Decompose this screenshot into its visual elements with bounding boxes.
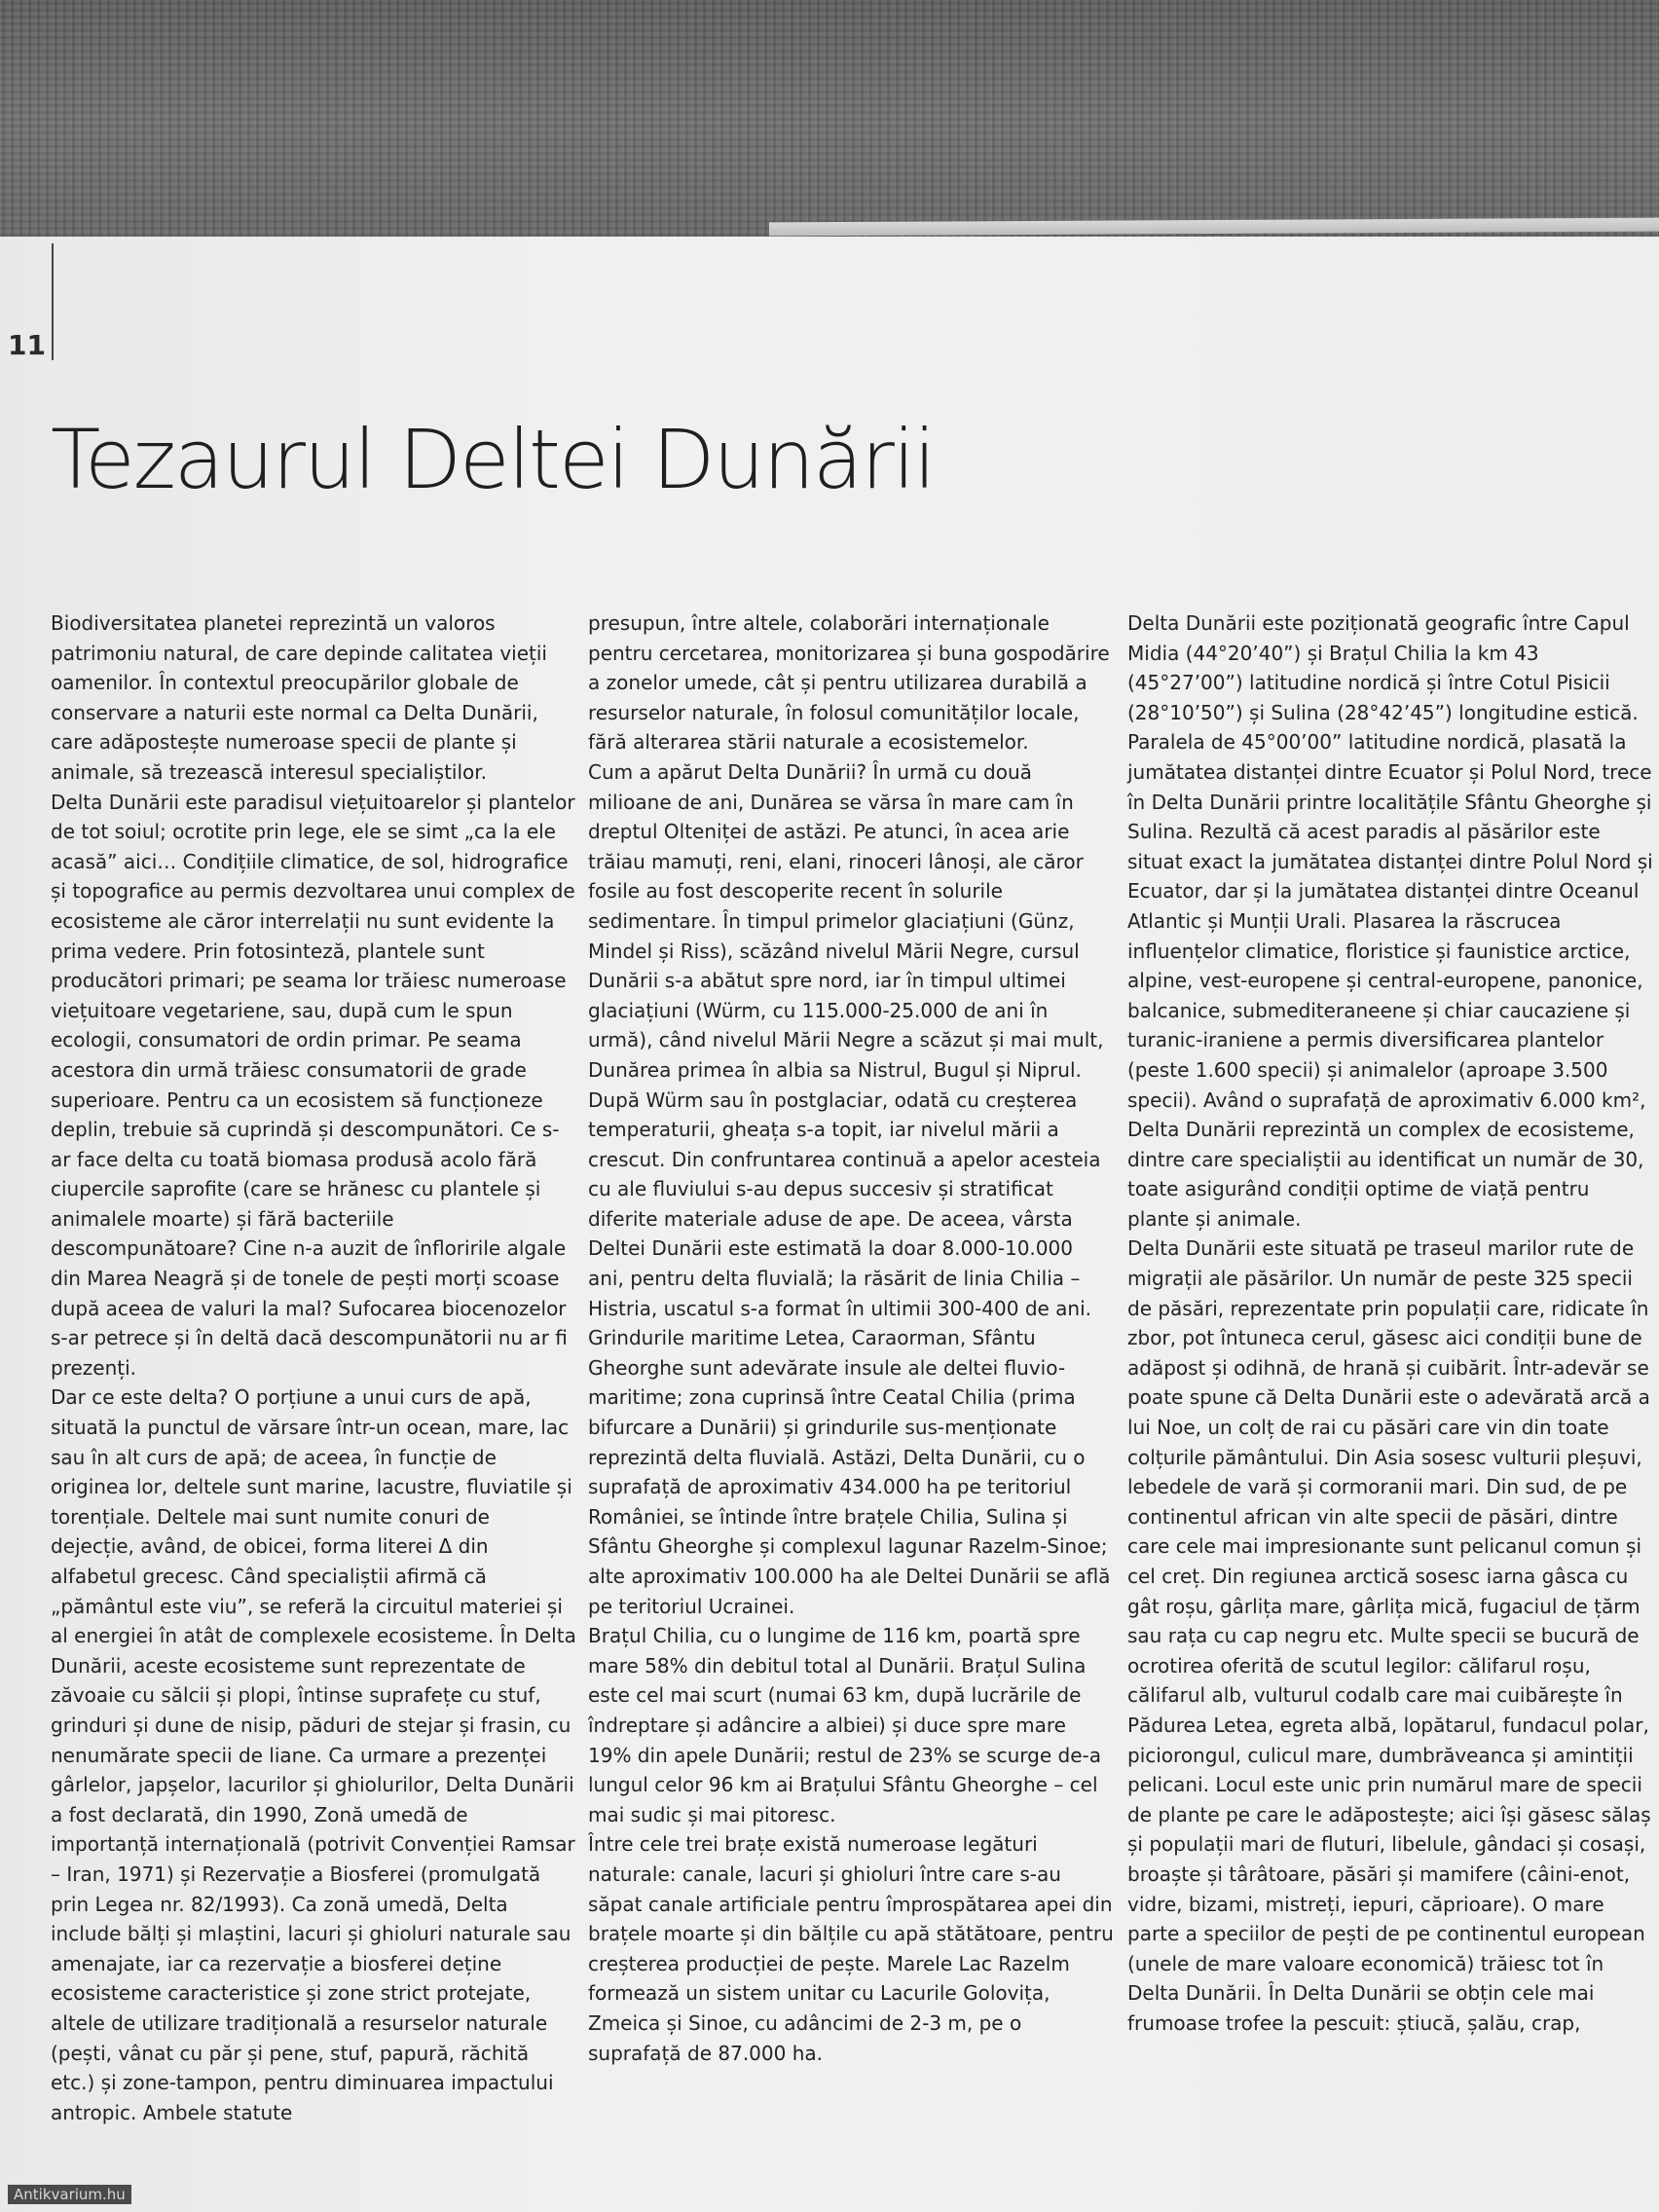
- paragraph: Delta Dunării este paradisul viețuitoarelor și plantelor de tot soiul; ocrotite prin lege, ele se simt „ca la ele acasă” aici… Condițiile climatice, de sol, hidrografice și topografice au permis dezvoltarea unui complex de ecosisteme ale căror interrelații nu sunt evidente la prima vedere. Prin fotosinteză, plantele sunt producători primari; pe seama lor trăiesc numeroase viețuitoare vegetariene, sau, după cum le spun ecologii, consumatori de ordin primar. Pe seama acestora din urmă trăiesc consumatorii de grade superioare. Pentru ca un ecosistem să funcționeze deplin, trebuie să cuprindă și descompunători. Ce s-ar face delta cu toată biomasa produsă acolo fără ciupercile saprofite (care se hrănesc cu plantele și animalele moarte) și fără bacteriile descompunătoare? Cine n-a auzit de înfloririle algale din Marea Neagră și de tonele de pești morți scoase după aceea de valuri la mal? Sufocarea biocenozelor s-ar petrece și în deltă dacă descompunătorii nu ar fi prezenți.: [51, 790, 575, 1380]
- paragraph: Delta Dunării este situată pe traseul marilor rute de migrații ale păsărilor. Un număr de peste 325 specii de păsări, reprezentate prin populații care, ridicate în zbor, pot întuneca cerul, găsesc aici condiții bune de adăpost și odihnă, de hrană și cuibărit. Într-adevăr se poate spune că Delta Dunării este o adevărată arcă a lui Noe, un colț de rai cu păsări care vin din toate colțurile pământului. Din Asia sosesc vulturii pleșuvi, lebedele de vară și cormoranii mari. Din sud, de pe continentul african vin alte specii de păsări, dintre care cele mai impresionante sunt pelicanul comun și cel creț. Din regiunea arctică sosesc iarna gâsca cu gât roșu, gârlița mare, gârlița mică, fugaciul de țărm sau rața cu cap negru etc. Multe specii se bucură de ocrotirea oferită de scutul legilor: călifarul roșu, călifarul alb, vulturul codalb care mai cuibărește în Pădurea Letea, egreta albă, lopătarul, fundacul polar, piciorongul, culicul mare, dumbrăveanca și amintiții pelicani. Locul este unic prin numărul mare de specii de plante pe care le adăpostește; aici își găsesc sălaș și populații mari de fluturi, libelule, gândaci și cosași, broaște și târâtoare, păsări și mamifere (câini-enot, vidre, bizami, mistreți, iepuri, căprioare). O mare parte a speciilor de pești de pe continentul european (unele de mare valoare economică) trăiesc tot în Delta Dunării. În Delta Dunării se obțin cele mai frumoase trofee la pescuit: știucă, șalău, crap,: [1127, 1236, 1651, 2035]
- wooden-table-background: [0, 0, 1659, 243]
- paragraph: Grindurile maritime Letea, Caraorman, Sfântu Gheorghe sunt adevărate insule ale deltei fluvio-maritime; zona cuprinsă între Ceatal Chilia (prima bifurcare a Dunării) și grindurile sus-menționate reprezintă delta fluvială. Astăzi, Delta Dunării, cu o suprafață de aproximativ 434.000 ha pe teritoriul României, se întinde între brațele Chilia, Sulina și Sfântu Gheorghe și complexul lagunar Razelm-Sinoe; alte aproximativ 100.000 ha ale Deltei Dunării se află pe teritoriul Ucrainei.: [588, 1326, 1111, 1618]
- paragraph: Brațul Chilia, cu o lungime de 116 km, poartă spre mare 58% din debitul total al Dunării. Brațul Sulina este cel mai scurt (numai 63 km, după lucrările de îndreptare și adâncire a albiei) și duce spre mare 19% din apele Dunării; restul de 23% se scurge de-a lungul celor 96 km ai Brațului Sfântu Gheorghe – cel mai sudic și mai pitoresc.: [588, 1624, 1101, 1826]
- paragraph: Între cele trei brațe există numeroase legături naturale: canale, lacuri și ghioluri între care s-au săpat canale artificiale pentru împrospătarea apei din brațele moarte și din bălțile cu apă stătătoare, pentru creșterea producției de pește. Marele Lac Razelm formează un sistem unitar cu Lacurile Golovița, Zmeica și Sinoe, cu adâncimi de 2-3 m, pe o suprafață de 87.000 ha.: [588, 1832, 1114, 2065]
- margin-rule: [52, 243, 54, 360]
- paragraph: Biodiversitatea planetei reprezintă un valoros patrimoniu natural, de care depinde calitatea vieții oamenilor. În contextul preocupărilor globale de conservare a naturii este normal ca Delta Dunării, care adăpostește numeroase specii de plante și animale, să trezească interesul specialiștilor.: [51, 611, 547, 784]
- page-number: 11: [8, 329, 46, 361]
- text-column-2: [588, 608, 1114, 2068]
- paragraph: presupun, între altele, colaborări internaționale pentru cercetarea, monitorizarea și buna gospodărire a zonelor umede, cât și pentru utilizarea durabilă a resurselor naturale, în folosul comunităților locale, fără alterarea stării naturale a ecosistemelor.: [588, 611, 1110, 755]
- text-column-1: [51, 608, 576, 2127]
- paragraph: Delta Dunării este poziționată geografic între Capul Midia (44°20’40”) și Brațul Chilia la km 43 (45°27’00”) latitudine nordică și între Cotul Pisicii (28°10’50”) și Sulina (28°42’45”) longitudine estică. Paralela de 45°00’00” latitudine nordică, plasată la jumătatea distanței dintre Ecuator și Polul Nord, trece în Delta Dunării printre localitățile Sfântu Gheorghe și Sulina. Rezultă că acest paradis al păsărilor este situat exact la jumătatea distanței dintre Polul Nord și Ecuator, dar și la jumătatea distanței dintre Oceanul Atlantic și Munții Urali. Plasarea la răscrucea influențelor climatice, floristice și faunistice arctice, alpine, vest-europene și central-europene, panonice, balcanice, submediteraneene și chiar caucaziene și turanic-iraniene a permis diversificarea plantelor (peste 1.600 specii) și animalelor (aproape 3.500 specii). Având o suprafață de aproximativ 6.000 km², Delta Dunării reprezintă un complex de ecosisteme, dintre care specialiștii au identificat un număr de 30, toate asigurând condiții optime de viață pentru plante și animale.: [1127, 611, 1653, 1231]
- paragraph: Dar ce este delta? O porțiune a unui curs de apă, situată la punctul de vărsare într-un ocean, mare, lac sau în alt curs de apă; de aceea, în funcție de originea lor, deltele sunt marine, lacustre, fluviatile și torențiale. Deltele mai sunt numite conuri de dejecție, având, de obicei, forma literei Δ din alfabetul grecesc. Când specialiștii afirmă că „pământul este viu”, se referă la circuitul materiei și al energiei în atât de complexele ecosisteme. În Delta Dunării, aceste ecosisteme sunt reprezentate de zăvoaie cu sălcii și plopi, întinse suprafețe cu stuf, grinduri și dune de nisip, păduri de stejar și frasin, cu nenumărate specii de liane. Ca urmare a prezenței gârlelor, japșelor, lacurilor și ghiolurilor, Delta Dunării a fost declarată, din 1990, Zonă umedă de importanță internațională (potrivit Convenției Ramsar – Iran, 1971) și Rezervație a Biosferei (promulgată prin Legea nr. 82/1993). Ca zonă umedă, Delta include bălți și mlaștini, lacuri și ghioluri naturale sau amenajate, iar ca rezervație a biosferei deține ecosisteme caracteristice și zone strict protejate, altele de utilizare tradițională a resurselor naturale (pești, vânat cu păr și pene, stuf, papură, răchită etc.) și zone-tampon, pentru diminuarea impactului antropic. Ambele statute: [51, 1385, 576, 2124]
- watermark: Antikvarium.hu: [8, 2185, 131, 2204]
- text-column-3: [1127, 608, 1653, 2039]
- page-title: Tezaurul Deltei Dunării: [51, 412, 935, 507]
- paragraph: Cum a apărut Delta Dunării? În urmă cu două milioane de ani, Dunărea se vărsa în mare cam în dreptul Olteniței de astăzi. Pe atunci, în acea arie trăiau mamuți, reni, elani, rinoceri lânoși, ale căror fosile au fost descoperite recent în solurile sedimentare. În timpul primelor glaciațiuni (Günz, Mindel și Riss), scăzând nivelul Mării Negre, cursul Dunării s-a abătut spre nord, iar în timpul ultimei glaciațiuni (Würm, cu 115.000-25.000 de ani în urmă), când nivelul Mării Negre a scăzut și mai mult, Dunărea primea în albia sa Nistrul, Bugul și Niprul. După Würm sau în postglaciar, odată cu creșterea temperaturii, gheața s-a topit, iar nivelul mării a crescut. Din confruntarea continuă a apelor acesteia cu ale fluviului s-au depus succesiv și stratificat diferite materiale aduse de ape. De aceea, vârsta Deltei Dunării este estimată la doar 8.000-10.000 ani, pentru delta fluvială; la răsărit de linia Chilia – Histria, uscatul s-a format în ultimii 300-400 de ani.: [588, 759, 1104, 1320]
